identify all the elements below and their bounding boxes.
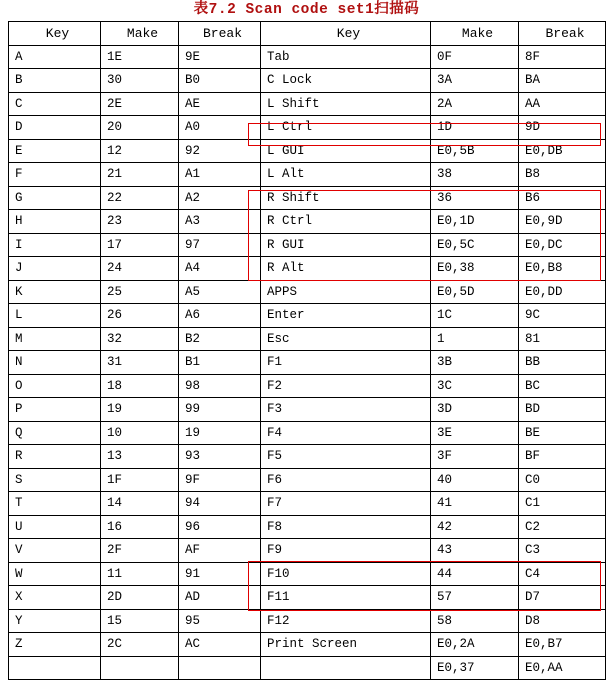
cell-key-1: N [9, 351, 101, 375]
cell-key-2: F11 [261, 586, 431, 610]
cell-break-1: 94 [179, 492, 261, 516]
cell-make-2: 3B [431, 351, 519, 375]
cell-break-1: 99 [179, 398, 261, 422]
cell-key-1: A [9, 45, 101, 69]
cell-key-2: APPS [261, 280, 431, 304]
cell-break-2: 9C [519, 304, 606, 328]
cell-make-2: 36 [431, 186, 519, 210]
cell-break-1: AE [179, 92, 261, 116]
cell-make-2: 0F [431, 45, 519, 69]
cell-make-1: 1F [101, 468, 179, 492]
cell-make-2: E0,38 [431, 257, 519, 281]
table-row [9, 92, 606, 116]
cell-make-2: E0,5C [431, 233, 519, 257]
cell-break-1 [179, 656, 261, 680]
cell-break-2: D7 [519, 586, 606, 610]
cell-make-1: 22 [101, 186, 179, 210]
table-row [9, 45, 606, 69]
table-row [9, 562, 606, 586]
cell-key-2: F1 [261, 351, 431, 375]
cell-make-2: 57 [431, 586, 519, 610]
cell-break-2: C1 [519, 492, 606, 516]
table-row [9, 327, 606, 351]
cell-break-1: 92 [179, 139, 261, 163]
table-row [9, 304, 606, 328]
cell-key-2: F3 [261, 398, 431, 422]
cell-break-1: 98 [179, 374, 261, 398]
cell-make-1: 31 [101, 351, 179, 375]
table-row [9, 421, 606, 445]
cell-make-1: 18 [101, 374, 179, 398]
cell-break-1: AD [179, 586, 261, 610]
table-row [9, 492, 606, 516]
cell-key-2: Esc [261, 327, 431, 351]
table-row [9, 69, 606, 93]
cell-break-2: 9D [519, 116, 606, 140]
cell-break-2: E0,B7 [519, 633, 606, 657]
cell-key-1: D [9, 116, 101, 140]
cell-key-1: G [9, 186, 101, 210]
cell-key-2: R Ctrl [261, 210, 431, 234]
table-header-row [9, 22, 606, 46]
cell-break-2: E0,AA [519, 656, 606, 680]
cell-key-2: R GUI [261, 233, 431, 257]
cell-make-2: 1C [431, 304, 519, 328]
cell-key-2: F7 [261, 492, 431, 516]
cell-make-1: 15 [101, 609, 179, 633]
cell-make-2: 1 [431, 327, 519, 351]
cell-key-2: L GUI [261, 139, 431, 163]
cell-break-1: 9F [179, 468, 261, 492]
table-row [9, 186, 606, 210]
cell-key-1: T [9, 492, 101, 516]
cell-key-1: X [9, 586, 101, 610]
cell-break-2: B6 [519, 186, 606, 210]
cell-break-2: E0,DD [519, 280, 606, 304]
cell-make-1: 1E [101, 45, 179, 69]
cell-key-1: V [9, 539, 101, 563]
cell-break-2: AA [519, 92, 606, 116]
table-row [9, 586, 606, 610]
cell-make-2: E0,5D [431, 280, 519, 304]
cell-make-2: E0,1D [431, 210, 519, 234]
cell-make-1 [101, 656, 179, 680]
cell-key-2: F8 [261, 515, 431, 539]
cell-make-1: 11 [101, 562, 179, 586]
cell-break-1: B0 [179, 69, 261, 93]
cell-key-2: F2 [261, 374, 431, 398]
cell-key-1: Z [9, 633, 101, 657]
cell-make-1: 23 [101, 210, 179, 234]
cell-key-1: I [9, 233, 101, 257]
cell-key-1: C [9, 92, 101, 116]
cell-key-1: F [9, 163, 101, 187]
table-row [9, 163, 606, 187]
cell-make-1: 32 [101, 327, 179, 351]
column-header-key-2: Key [261, 22, 431, 46]
cell-make-1: 17 [101, 233, 179, 257]
cell-key-2: L Alt [261, 163, 431, 187]
cell-make-2: E0,37 [431, 656, 519, 680]
cell-break-2: BD [519, 398, 606, 422]
cell-make-2: 42 [431, 515, 519, 539]
cell-break-2: E0,DB [519, 139, 606, 163]
cell-make-2: E0,2A [431, 633, 519, 657]
column-header-make-2: Make [431, 22, 519, 46]
cell-break-2: BE [519, 421, 606, 445]
cell-key-1: O [9, 374, 101, 398]
cell-make-1: 14 [101, 492, 179, 516]
cell-break-1: 96 [179, 515, 261, 539]
cell-key-2: F10 [261, 562, 431, 586]
cell-make-2: 1D [431, 116, 519, 140]
cell-make-2: 3A [431, 69, 519, 93]
cell-break-1: 9E [179, 45, 261, 69]
cell-key-2: L Ctrl [261, 116, 431, 140]
cell-key-2: Enter [261, 304, 431, 328]
cell-make-2: 43 [431, 539, 519, 563]
cell-break-1: A5 [179, 280, 261, 304]
cell-break-1: A3 [179, 210, 261, 234]
cell-make-2: 3C [431, 374, 519, 398]
cell-make-1: 21 [101, 163, 179, 187]
cell-make-1: 20 [101, 116, 179, 140]
cell-break-1: B2 [179, 327, 261, 351]
cell-key-2: F12 [261, 609, 431, 633]
column-header-break-1: Break [179, 22, 261, 46]
cell-break-2: E0,B8 [519, 257, 606, 281]
cell-break-2: BF [519, 445, 606, 469]
cell-key-2: Print Screen [261, 633, 431, 657]
cell-key-1: E [9, 139, 101, 163]
cell-make-1: 12 [101, 139, 179, 163]
cell-key-2: F5 [261, 445, 431, 469]
column-header-make-1: Make [101, 22, 179, 46]
cell-key-1: H [9, 210, 101, 234]
cell-key-1: R [9, 445, 101, 469]
table-row [9, 633, 606, 657]
cell-break-1: A4 [179, 257, 261, 281]
cell-key-2: C Lock [261, 69, 431, 93]
cell-break-1: 97 [179, 233, 261, 257]
cell-key-1: Q [9, 421, 101, 445]
table-row [9, 398, 606, 422]
cell-break-2: BB [519, 351, 606, 375]
cell-make-1: 25 [101, 280, 179, 304]
cell-break-1: 91 [179, 562, 261, 586]
table-row [9, 656, 606, 680]
cell-break-2: E0,DC [519, 233, 606, 257]
cell-break-1: AC [179, 633, 261, 657]
cell-key-2: F6 [261, 468, 431, 492]
cell-break-1: A0 [179, 116, 261, 140]
cell-make-1: 2D [101, 586, 179, 610]
cell-make-2: 40 [431, 468, 519, 492]
cell-key-1: S [9, 468, 101, 492]
table-row [9, 280, 606, 304]
cell-key-1: Y [9, 609, 101, 633]
cell-key-1: J [9, 257, 101, 281]
table-row [9, 210, 606, 234]
table-row [9, 374, 606, 398]
table-row [9, 257, 606, 281]
cell-key-1 [9, 656, 101, 680]
column-header-key-1: Key [9, 22, 101, 46]
cell-make-2: 2A [431, 92, 519, 116]
cell-make-2: 58 [431, 609, 519, 633]
cell-break-2: BA [519, 69, 606, 93]
cell-break-2: C3 [519, 539, 606, 563]
cell-make-1: 2F [101, 539, 179, 563]
cell-key-1: L [9, 304, 101, 328]
cell-make-1: 16 [101, 515, 179, 539]
table-row [9, 116, 606, 140]
cell-break-1: 19 [179, 421, 261, 445]
cell-break-1: A2 [179, 186, 261, 210]
cell-make-1: 26 [101, 304, 179, 328]
cell-break-1: A6 [179, 304, 261, 328]
cell-key-1: W [9, 562, 101, 586]
cell-break-1: A1 [179, 163, 261, 187]
cell-key-1: U [9, 515, 101, 539]
cell-make-1: 30 [101, 69, 179, 93]
cell-break-1: B1 [179, 351, 261, 375]
cell-make-1: 24 [101, 257, 179, 281]
table-row [9, 351, 606, 375]
cell-make-2: 38 [431, 163, 519, 187]
cell-key-2: F4 [261, 421, 431, 445]
cell-break-1: AF [179, 539, 261, 563]
cell-break-2: C4 [519, 562, 606, 586]
cell-make-2: 3F [431, 445, 519, 469]
cell-make-2: 41 [431, 492, 519, 516]
cell-break-2: D8 [519, 609, 606, 633]
cell-make-1: 2C [101, 633, 179, 657]
page-title: 表7.2 Scan code set1扫描码 [193, 2, 420, 18]
cell-break-1: 93 [179, 445, 261, 469]
table-row [9, 515, 606, 539]
cell-make-2: 3D [431, 398, 519, 422]
cell-key-1: K [9, 280, 101, 304]
cell-break-2: BC [519, 374, 606, 398]
cell-key-2: R Shift [261, 186, 431, 210]
cell-break-2: C0 [519, 468, 606, 492]
table-row [9, 445, 606, 469]
cell-break-2: B8 [519, 163, 606, 187]
cell-break-1: 95 [179, 609, 261, 633]
table-row [9, 468, 606, 492]
cell-make-1: 2E [101, 92, 179, 116]
cell-key-2: Tab [261, 45, 431, 69]
cell-make-1: 10 [101, 421, 179, 445]
cell-key-2 [261, 656, 431, 680]
cell-make-2: E0,5B [431, 139, 519, 163]
cell-break-2: 8F [519, 45, 606, 69]
cell-break-2: C2 [519, 515, 606, 539]
scan-code-table [8, 21, 606, 680]
cell-break-2: 81 [519, 327, 606, 351]
cell-key-2: F9 [261, 539, 431, 563]
cell-key-2: R Alt [261, 257, 431, 281]
cell-make-2: 3E [431, 421, 519, 445]
cell-make-2: 44 [431, 562, 519, 586]
cell-key-2: L Shift [261, 92, 431, 116]
table-body [9, 45, 606, 680]
cell-make-1: 13 [101, 445, 179, 469]
table-row [9, 539, 606, 563]
cell-break-2: E0,9D [519, 210, 606, 234]
column-header-break-2: Break [519, 22, 606, 46]
table-row [9, 233, 606, 257]
cell-key-1: P [9, 398, 101, 422]
cell-key-1: B [9, 69, 101, 93]
table-row [9, 139, 606, 163]
cell-key-1: M [9, 327, 101, 351]
cell-make-1: 19 [101, 398, 179, 422]
